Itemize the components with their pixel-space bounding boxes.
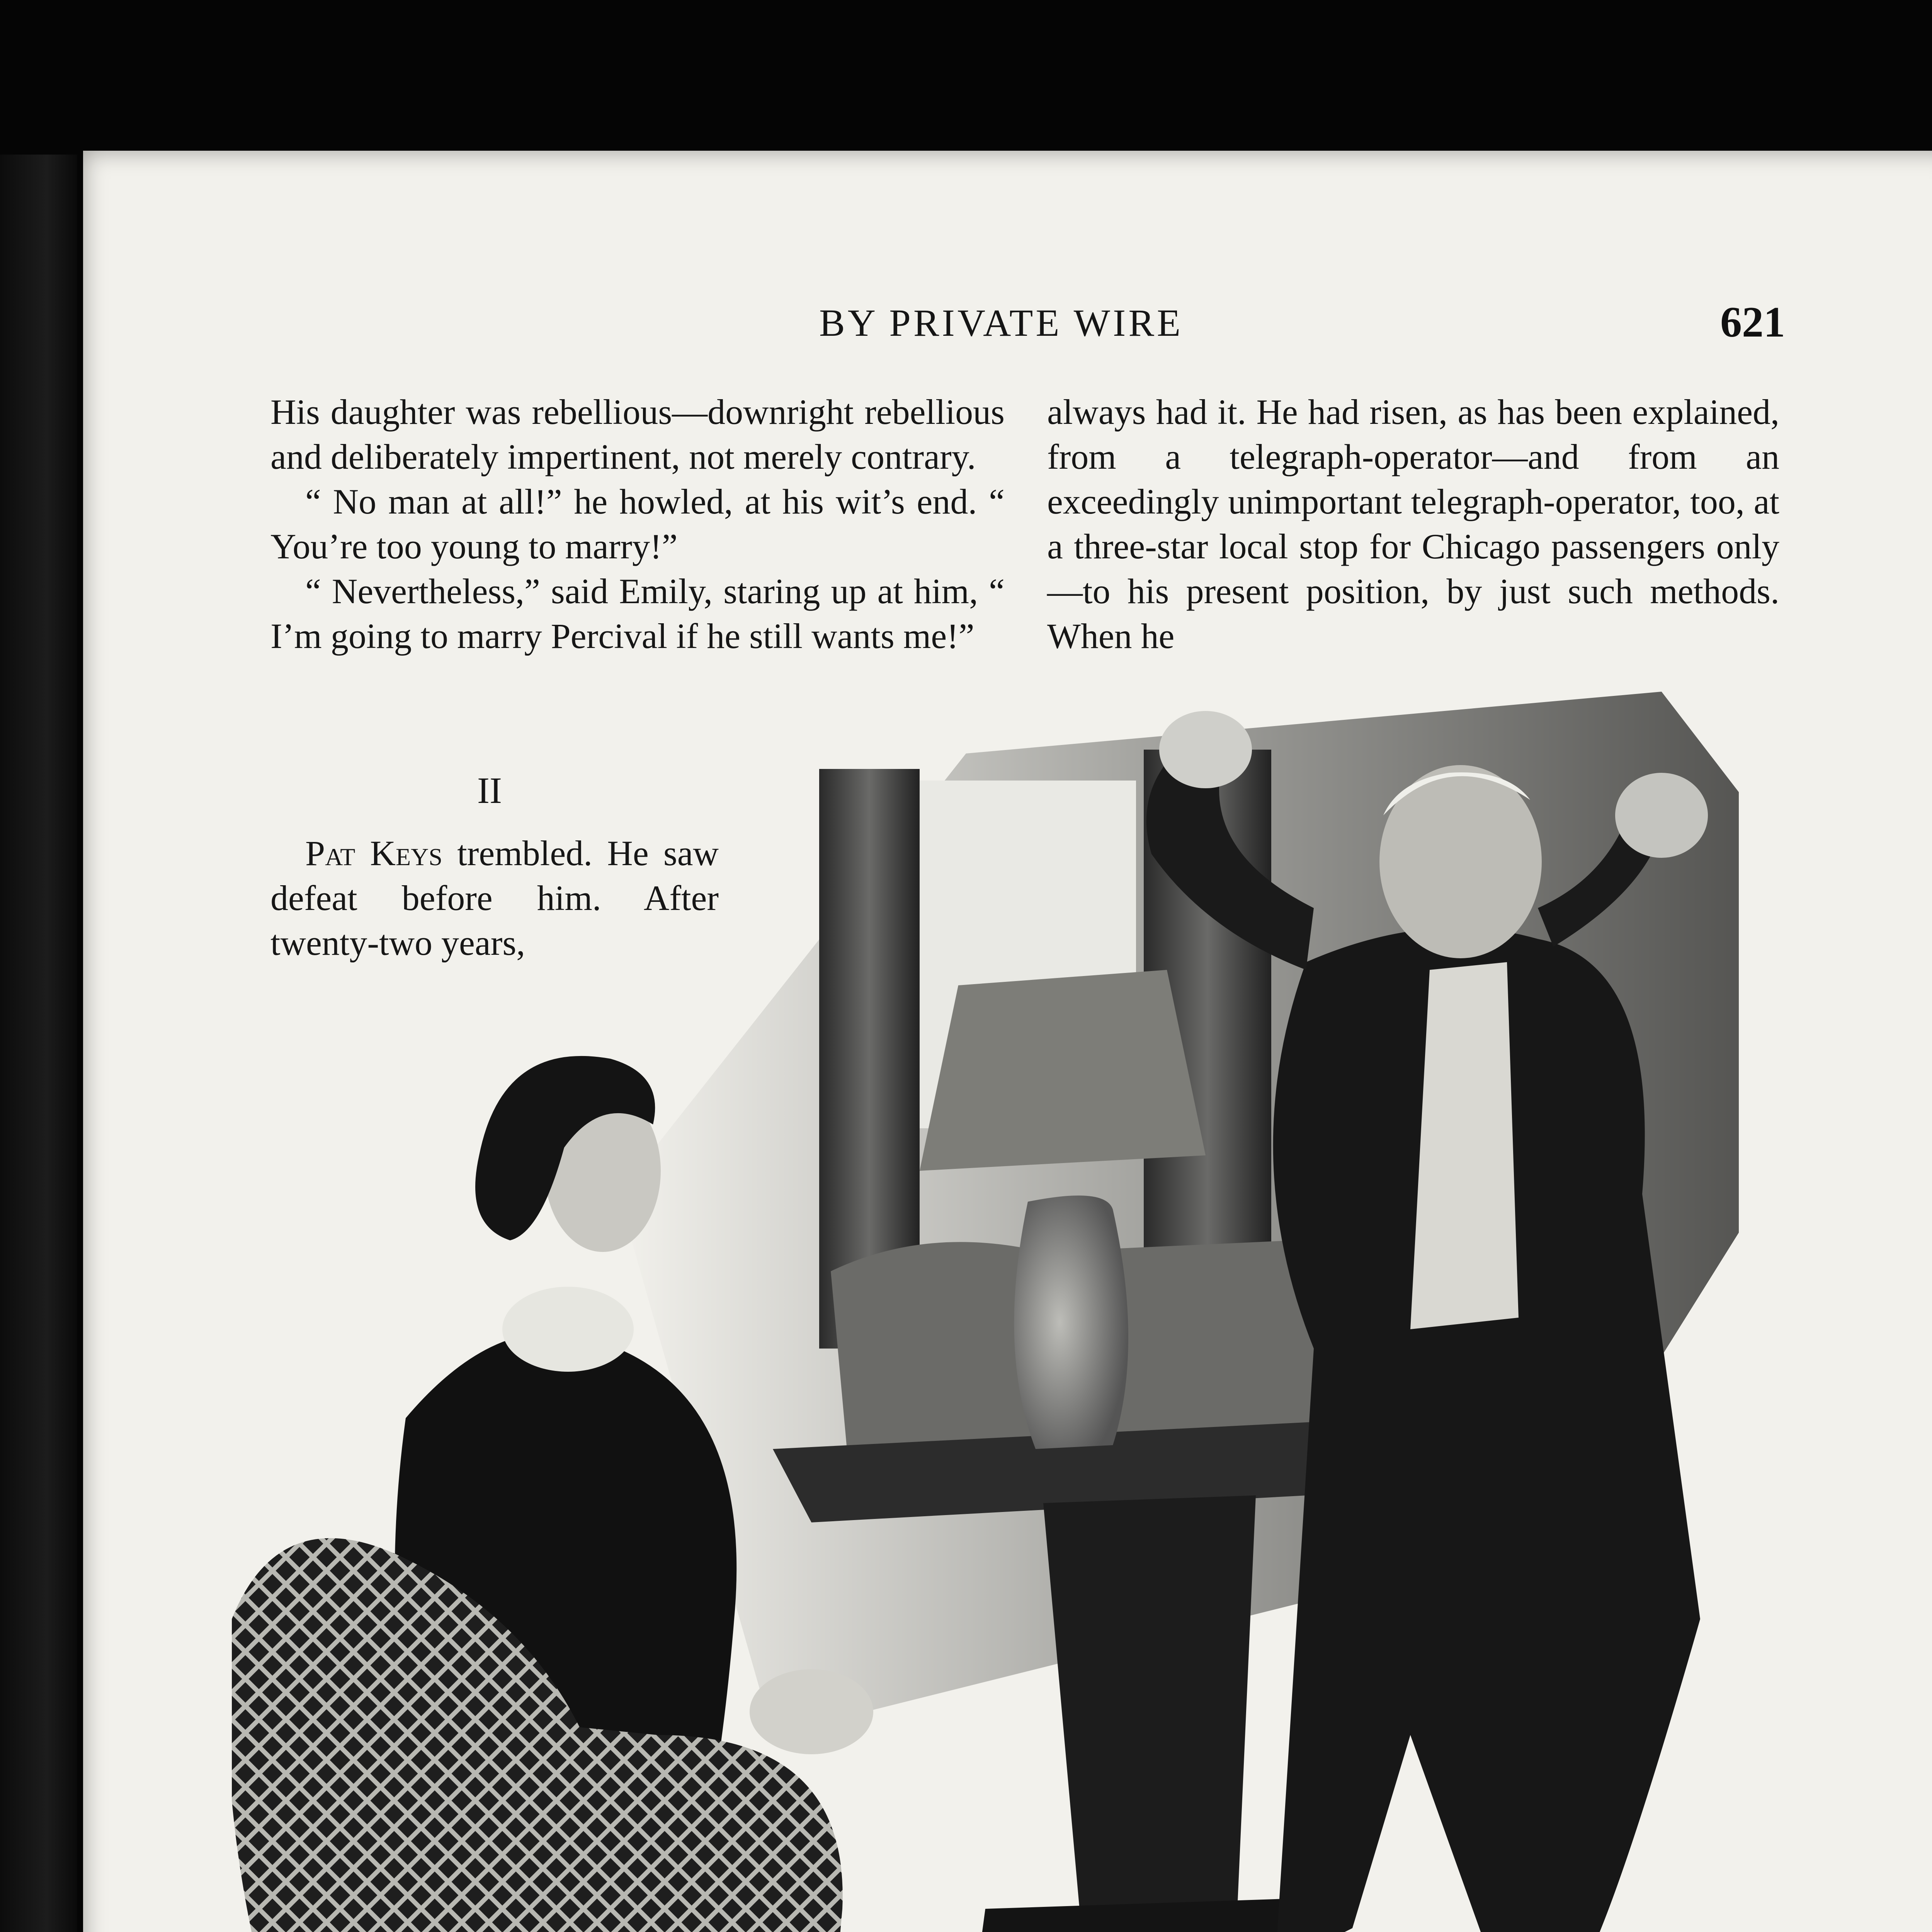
table-leg	[1043, 1495, 1256, 1932]
smallcaps-name: Pat Keys	[305, 833, 442, 873]
page-number: 621	[1720, 298, 1785, 346]
column-right-top	[1047, 389, 1779, 658]
paragraph: “ No man at all!” he howled, at his wit’s end. “ You’re too young to marry!”	[270, 482, 1005, 566]
paragraph: His daughter was rebellious—downright rebellious and deliberately impertinent, not merely contrary.	[270, 392, 1005, 476]
running-head: BY PRIVATE WIRE	[819, 301, 1184, 344]
column-left-top	[270, 389, 1005, 658]
vase	[1014, 1196, 1128, 1449]
illustration	[232, 692, 1824, 1932]
woman-hand	[750, 1669, 873, 1754]
lamp-shade	[920, 970, 1206, 1171]
man-fist-left	[1159, 711, 1252, 788]
man-fist-right	[1615, 773, 1708, 858]
paragraph-text: trembled. He saw defeat before him. After twenty-two years,	[270, 833, 719, 963]
facing-page-edge	[0, 155, 77, 1932]
section-numeral: II	[477, 770, 502, 811]
paragraph: “ Nevertheless,” said Emily, staring up at him, “ I’m going to marry Percival if he still wants me!”	[270, 571, 1005, 656]
woman-collar	[502, 1287, 634, 1372]
paragraph: always had it. He had risen, as has been explained, from a telegraph-operator—and from an exceedingly unimportant telegraph-operator, too, at a three-star local stop for Chicago passengers only—to his present position, by just such methods. When he	[1047, 392, 1779, 656]
